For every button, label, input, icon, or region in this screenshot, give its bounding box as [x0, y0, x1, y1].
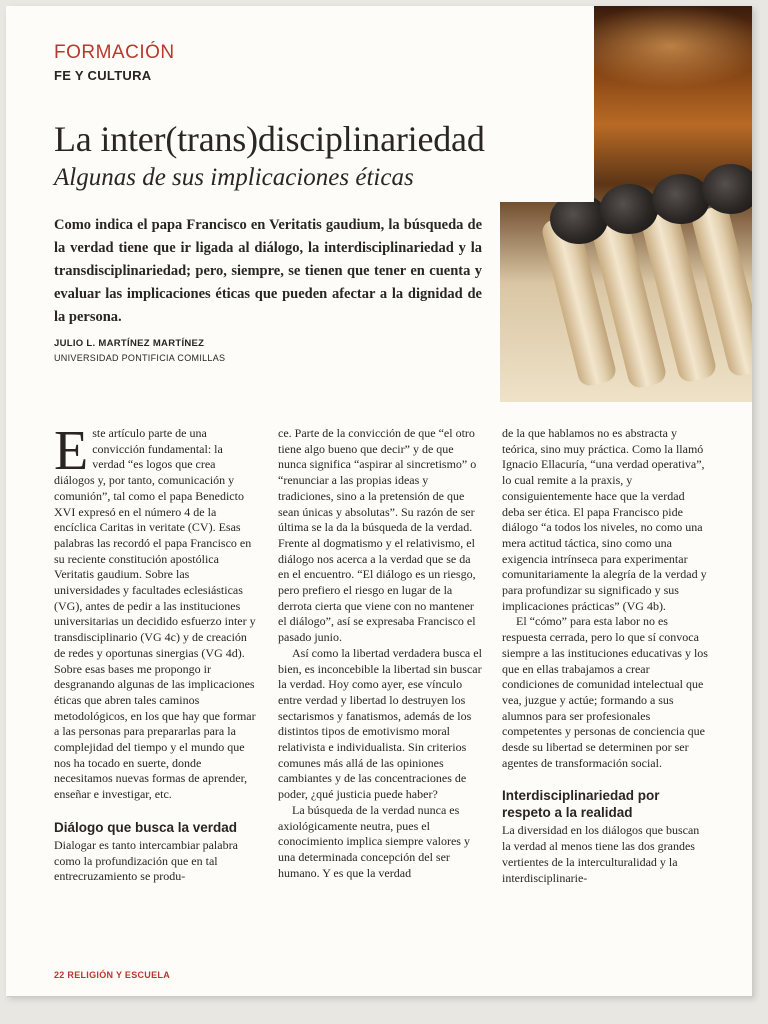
article-lead [54, 214, 482, 329]
column-3 [502, 426, 708, 886]
author-affiliation: UNIVERSIDAD PONTIFICIA COMILLAS [54, 353, 226, 363]
paragraph: Dialogar es tanto intercambiar palabra como la profundización que en tal entrecruzamiento se produ- [54, 837, 238, 884]
author-name: JULIO L. MARTÍNEZ MARTÍNEZ [54, 338, 205, 349]
subheading: Interdisciplinariedad por respeto a la realidad [502, 788, 660, 821]
column-1 [54, 420, 256, 885]
column-2 [278, 426, 482, 881]
title-cutout [500, 6, 594, 202]
matches-photo [500, 6, 752, 402]
paragraph: La diversidad en los diálogos que buscan la verdad al menos tiene las dos grandes vertientes de la interculturalidad y la interdisciplinarie- [502, 823, 700, 885]
paragraph: El “cómo” para esta labor no es respuesta cerrada, pero lo que sí convoca siempre a las instituciones educativas y los que en ellas trabajamos a crear condiciones de comunidad intelectual que vea, juzgue y actúe; formando a sus alumnos para ser profesionales competentes y personas de conciencia que desde su libertad se determinen por ser agentes de transformación social. [502, 614, 708, 770]
lead-text: Como indica el papa Francisco en Veritatis gaudium, la búsqueda de la verdad tiene que ir ligada al diálogo, la interdisciplinariedad y la transdisciplinariedad; pero, siempre, se tienen que tener en cuenta y evaluar las implicaciones éticas que pueden afectar a la dignidad de la persona. [54, 217, 482, 325]
page-folio: 22 RELIGIÓN Y ESCUELA [54, 970, 170, 980]
paragraph: Así como la libertad verdadera busca el bien, es inconcebible la libertad sin buscar la verdad. Hoy como ayer, ese vínculo entre verdad y libertad lo destruyen los sectarismos y fanatismos, además de los distintos tipos de emotivismo moral relativista e individualista. Sin criterios comunes más allá de las opiniones cambiantes y de las concentraciones de poder, ¿qué justicia puede haber? [278, 645, 482, 802]
subheading: Diálogo que busca la verdad [54, 819, 238, 835]
article-subtitle: Algunas de sus implicaciones éticas [54, 164, 414, 191]
article-title: La inter(trans)disciplinariedad [54, 119, 485, 159]
section-label: FE Y CULTURA [54, 68, 152, 83]
paragraph [54, 420, 256, 803]
paragraph: ce. Parte de la convicción de que “el otro tiene algo bueno que decir” y de que nunca significa “aspirar al sincretismo” o “renunciar a las propias ideas y tradiciones, sino a la pretensión de que sean únicas y absolutas”. Su razón de ser última se la da la búsqueda de la verdad. Frente al dogmatismo y el relativismo, el diálogo nos acerca a la verdad que se da en el encuentro. “El diálogo es un riesgo, pero prefiero el riesgo en lugar de la derrota cierta que viene con no mantener el diálogo”, así se expresaba Francisco el pasado junio. [278, 426, 477, 645]
paragraph: La búsqueda de la verdad nunca es axiológicamente neutra, pues el conocimiento implica siempre valores y una determinada concepción del ser humano. Y es que la verdad [278, 802, 470, 880]
drop-cap: E [54, 420, 89, 482]
paragraph: de la que hablamos no es abstracta y teórica, sino muy práctica. Como la llamó Ignacio Ellacuría, “una verdad operativa”, lo cual remite a la praxis, y consiguientemente hace que la verdad deba ser ética. El papa Francisco pide diálogo “a todos los niveles, no como una mera actitud táctica, sino como una exigencia intrínseca para experimentar comunitariamente la alegría de la verdad y para profundizar su significado y sus implicaciones prácticas” (VG 4b). [502, 426, 707, 613]
match-head [652, 174, 710, 224]
paragraph-text: ste artículo parte de una convicción fundamental: la verdad “es logos que crea diálogos y, por tanto, comunicación y comunión”, tal como el papa Benedicto XVI expresó en el número 4 de la encíclica Caritas in veritate (CV). Esas palabras las recordó el papa Francisco en su reciente constitución apostólica Veritatis gaudium. Sobre las universidades y facultades eclesiásticas (VG), antes de pedir a las instituciones universitarias un decidido esfuerzo inter y transdisciplinario (VG 4c) y de creación de redes y oportunas sinergias (VG 4d). Sobre esas bases me propongo ir desgranando algunas de las implicaciones éticas que abren tales caminos metodológicos, en los que hay que formar a las personas para prepararlas para la complejidad del tiempo y el mundo que nos ha tocado en suerte, donde necesitamos nuevas formas de aprender, enseñar e investigar, etc. [54, 426, 256, 802]
match-head [600, 184, 658, 234]
magazine-page [6, 6, 752, 996]
category-label: FORMACIÓN [54, 42, 175, 63]
match-head [702, 164, 752, 214]
